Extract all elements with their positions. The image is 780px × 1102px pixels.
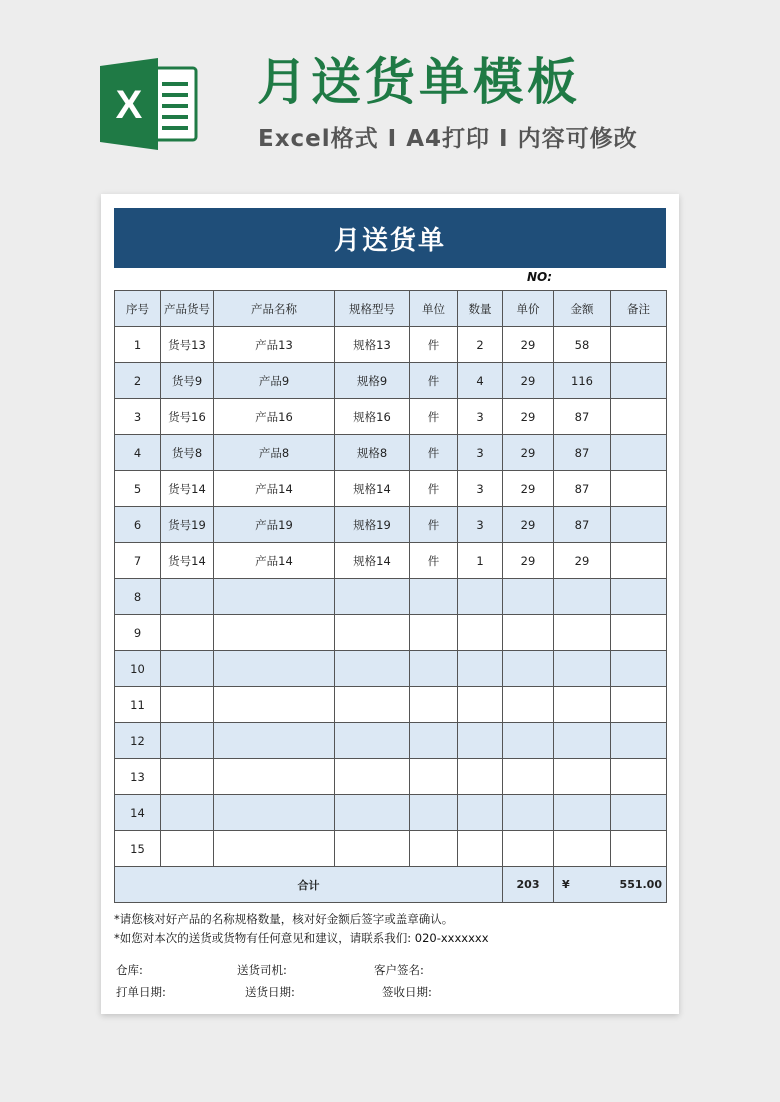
table-cell: 货号16 [161, 399, 214, 435]
print-date-label: 打单日期: [116, 985, 166, 999]
table-cell: 货号9 [161, 363, 214, 399]
table-cell: 5 [115, 471, 161, 507]
table-cell: 件 [410, 363, 458, 399]
table-cell: 产品19 [214, 507, 335, 543]
table-cell [611, 543, 667, 579]
table-cell [161, 831, 214, 867]
table-cell [214, 615, 335, 651]
warehouse-label: 仓库: [116, 963, 143, 977]
table-cell [503, 687, 554, 723]
table-cell [611, 327, 667, 363]
table-cell [410, 795, 458, 831]
table-cell: 2 [115, 363, 161, 399]
document-paper [101, 194, 679, 1014]
table-cell [503, 831, 554, 867]
column-header: 备注 [611, 291, 667, 327]
table-cell [611, 399, 667, 435]
column-header: 产品货号 [161, 291, 214, 327]
table-cell: 产品16 [214, 399, 335, 435]
table-cell [335, 615, 410, 651]
table-cell [503, 651, 554, 687]
table-cell [335, 831, 410, 867]
table-cell [214, 687, 335, 723]
table-cell: 9 [115, 615, 161, 651]
table-cell: 12 [115, 723, 161, 759]
table-cell: 3 [458, 471, 503, 507]
table-cell [554, 579, 611, 615]
column-header: 单位 [410, 291, 458, 327]
table-row [115, 327, 667, 363]
table-cell [410, 831, 458, 867]
driver-label: 送货司机: [237, 963, 287, 977]
column-header: 规格型号 [335, 291, 410, 327]
table-cell [611, 651, 667, 687]
table-cell: 规格14 [335, 543, 410, 579]
table-cell [611, 507, 667, 543]
table-cell: 29 [503, 327, 554, 363]
table-cell: 规格9 [335, 363, 410, 399]
delivery-table [114, 290, 667, 903]
table-cell: 116 [554, 363, 611, 399]
table-cell [554, 795, 611, 831]
table-row [115, 759, 667, 795]
table-cell: 13 [115, 759, 161, 795]
table-cell [458, 687, 503, 723]
table-cell [335, 687, 410, 723]
table-row [115, 471, 667, 507]
table-cell: 3 [458, 507, 503, 543]
table-cell: 件 [410, 327, 458, 363]
table-row [115, 687, 667, 723]
table-cell: 7 [115, 543, 161, 579]
table-cell: 14 [115, 795, 161, 831]
page-header [0, 0, 780, 190]
table-cell: 3 [458, 399, 503, 435]
table-cell [554, 687, 611, 723]
table-cell [458, 579, 503, 615]
table-cell: 产品13 [214, 327, 335, 363]
document-number-label: NO: [527, 270, 553, 284]
column-header: 金额 [554, 291, 611, 327]
table-header-row [115, 291, 667, 327]
table-cell: 87 [554, 399, 611, 435]
table-cell: 4 [458, 363, 503, 399]
table-cell: 15 [115, 831, 161, 867]
table-cell [554, 831, 611, 867]
note-line: *如您对本次的送货或货物有任何意见和建议，请联系我们: 020-xxxxxxx [114, 931, 489, 945]
table-cell: 货号14 [161, 471, 214, 507]
delivery-date-label: 送货日期: [245, 985, 295, 999]
table-cell: 件 [410, 507, 458, 543]
currency-symbol: ¥ [562, 878, 570, 891]
page-title: 月送货单模板 [257, 53, 581, 111]
table-row [115, 615, 667, 651]
table-cell [214, 651, 335, 687]
table-cell: 规格19 [335, 507, 410, 543]
table-cell [214, 831, 335, 867]
table-cell [161, 795, 214, 831]
table-cell [611, 831, 667, 867]
table-cell: 11 [115, 687, 161, 723]
table-cell: 29 [503, 471, 554, 507]
table-row [115, 651, 667, 687]
table-cell [214, 579, 335, 615]
table-cell: 件 [410, 471, 458, 507]
table-cell: 29 [503, 435, 554, 471]
table-cell [554, 759, 611, 795]
table-cell [611, 795, 667, 831]
table-cell [611, 471, 667, 507]
table-cell [554, 723, 611, 759]
table-cell: 件 [410, 435, 458, 471]
total-row [115, 867, 667, 903]
table-cell: 规格8 [335, 435, 410, 471]
table-cell [458, 615, 503, 651]
table-cell [458, 723, 503, 759]
table-cell: 件 [410, 543, 458, 579]
receipt-date-label: 签收日期: [382, 985, 432, 999]
table-cell [161, 651, 214, 687]
table-cell: 10 [115, 651, 161, 687]
table-row [115, 363, 667, 399]
table-cell [503, 759, 554, 795]
table-cell [611, 615, 667, 651]
table-cell: 产品8 [214, 435, 335, 471]
table-row [115, 579, 667, 615]
table-body [115, 327, 667, 867]
table-cell [335, 579, 410, 615]
table-cell [611, 579, 667, 615]
table-cell: 规格16 [335, 399, 410, 435]
table-cell [458, 831, 503, 867]
table-cell: 29 [554, 543, 611, 579]
table-cell [410, 687, 458, 723]
table-cell: 4 [115, 435, 161, 471]
table-cell: 29 [503, 363, 554, 399]
table-cell [458, 795, 503, 831]
table-cell: 2 [458, 327, 503, 363]
table-cell: 件 [410, 399, 458, 435]
total-amount-cell [554, 867, 667, 903]
table-cell: 产品14 [214, 471, 335, 507]
table-cell [410, 615, 458, 651]
customer-signature-label: 客户签名: [374, 963, 424, 977]
table-cell [458, 651, 503, 687]
column-header: 数量 [458, 291, 503, 327]
table-cell [335, 759, 410, 795]
table-cell [611, 435, 667, 471]
table-cell [335, 651, 410, 687]
table-cell [214, 723, 335, 759]
table-cell: 29 [503, 399, 554, 435]
table-cell: 6 [115, 507, 161, 543]
table-cell [410, 651, 458, 687]
document-banner-title: 月送货单 [114, 208, 666, 268]
table-cell: 58 [554, 327, 611, 363]
table-cell: 规格14 [335, 471, 410, 507]
table-cell [214, 795, 335, 831]
table-cell: 29 [503, 507, 554, 543]
table-cell [214, 759, 335, 795]
table-cell: 产品14 [214, 543, 335, 579]
table-cell: 产品9 [214, 363, 335, 399]
table-cell: 3 [115, 399, 161, 435]
table-row [115, 795, 667, 831]
logo-letter: X [115, 83, 143, 127]
table-cell [161, 615, 214, 651]
table-cell [410, 723, 458, 759]
table-cell [503, 615, 554, 651]
column-header: 序号 [115, 291, 161, 327]
table-cell: 3 [458, 435, 503, 471]
table-cell: 货号8 [161, 435, 214, 471]
table-cell [554, 615, 611, 651]
table-cell [335, 723, 410, 759]
table-cell [161, 723, 214, 759]
table-cell [503, 579, 554, 615]
table-cell [611, 723, 667, 759]
excel-logo-icon [100, 58, 200, 150]
total-label: 合计 [115, 867, 503, 903]
table-row [115, 831, 667, 867]
table-cell: 货号19 [161, 507, 214, 543]
table-cell: 货号14 [161, 543, 214, 579]
table-cell [410, 579, 458, 615]
table-cell [503, 795, 554, 831]
table-cell [161, 759, 214, 795]
table-cell: 29 [503, 543, 554, 579]
column-header: 产品名称 [214, 291, 335, 327]
table-cell [611, 363, 667, 399]
table-cell: 1 [458, 543, 503, 579]
table-cell: 8 [115, 579, 161, 615]
page-subtitle: Excel格式 I A4打印 I 内容可修改 [258, 126, 638, 152]
table-row [115, 435, 667, 471]
table-cell: 87 [554, 507, 611, 543]
table-cell: 1 [115, 327, 161, 363]
table-row [115, 723, 667, 759]
notes-block [114, 910, 489, 948]
table-row [115, 399, 667, 435]
table-cell [335, 795, 410, 831]
column-header: 单价 [503, 291, 554, 327]
note-line: *请您核对好产品的名称规格数量，核对好金额后签字或盖章确认。 [114, 912, 454, 926]
table-cell [161, 687, 214, 723]
table-cell [554, 651, 611, 687]
total-unit-price-sum: 203 [503, 867, 554, 903]
table-cell: 规格13 [335, 327, 410, 363]
table-cell [611, 687, 667, 723]
table-row [115, 507, 667, 543]
table-cell: 货号13 [161, 327, 214, 363]
table-cell [161, 579, 214, 615]
table-cell [410, 759, 458, 795]
table-cell [458, 759, 503, 795]
table-row [115, 543, 667, 579]
table-cell: 87 [554, 471, 611, 507]
table-cell [611, 759, 667, 795]
table-cell [503, 723, 554, 759]
total-amount: 551.00 [619, 878, 662, 891]
table-cell: 87 [554, 435, 611, 471]
